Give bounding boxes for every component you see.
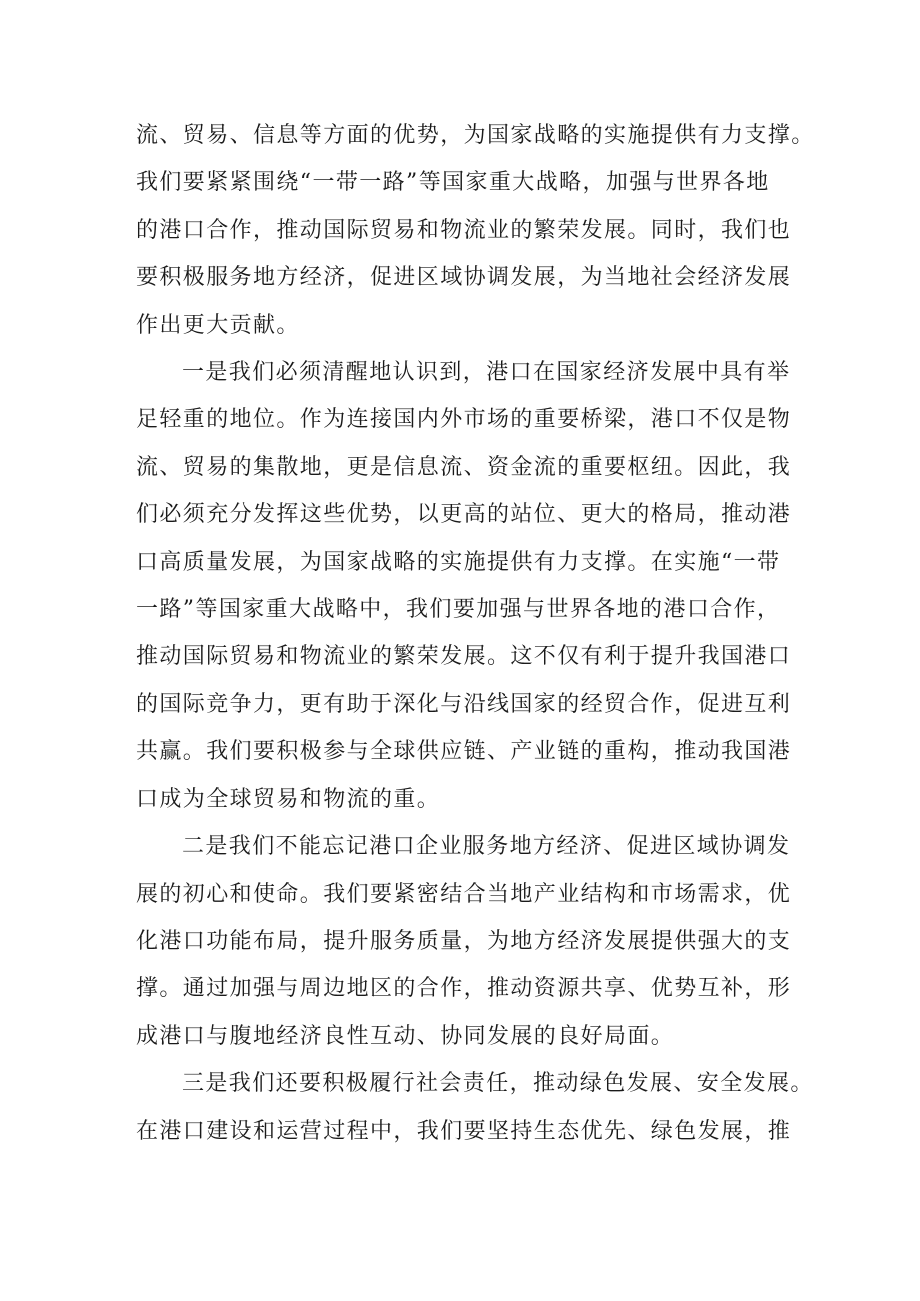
- text-line: 一路”等国家重大战略中，我们要加强与世界各地的港口合作，: [136, 597, 781, 623]
- text-line: 化港口功能布局，提升服务质量，为地方经济发展提供强大的支: [136, 928, 792, 954]
- text-line: 们必须充分发挥这些优势，以更高的站位、更大的格局，推动港: [136, 502, 792, 528]
- text-line: 口成为全球贸易和物流的重。: [136, 786, 441, 812]
- text-line: 三是我们还要积极履行社会责任，推动绿色发展、安全发展。: [182, 1071, 814, 1097]
- text-line: 的港口合作，推动国际贸易和物流业的繁荣发展。同时，我们也: [136, 217, 792, 243]
- document-body: [136, 112, 815, 1155]
- text-line: 我们要紧紧围绕“一带一路”等国家重大战略，加强与世界各地: [136, 170, 770, 196]
- text-line: 一是我们必须清醒地认识到，港口在国家经济发展中具有举: [182, 360, 791, 386]
- text-line: 二是我们不能忘记港口企业服务地方经济、促进区域协调发: [182, 834, 791, 860]
- text-line: 足轻重的地位。作为连接国内外市场的重要桥梁，港口不仅是物: [136, 407, 792, 433]
- paragraph-continuation: [136, 112, 815, 349]
- text-line: 成港口与腹地经济良性互动、协同发展的良好局面。: [136, 1023, 675, 1049]
- text-line: 撑。通过加强与周边地区的合作，推动资源共享、优势互补，形: [136, 976, 792, 1002]
- text-line: 推动国际贸易和物流业的繁荣发展。这不仅有利于提升我国港口: [136, 644, 792, 670]
- text-line: 作出更大贡献。: [136, 312, 300, 338]
- paragraph-point-one: [136, 349, 798, 823]
- text-line: 要积极服务地方经济，促进区域协调发展，为当地社会经济发展: [136, 265, 792, 291]
- text-line: 在港口建设和运营过程中，我们要坚持生态优先、绿色发展，推: [136, 1118, 792, 1144]
- text-line: 流、贸易的集散地，更是信息流、资金流的重要枢纽。因此，我: [136, 454, 792, 480]
- paragraph-point-two: [136, 823, 798, 1060]
- text-line: 流、贸易、信息等方面的优势，为国家战略的实施提供有力支撑。: [136, 123, 815, 148]
- text-line: 共赢。我们要积极参与全球供应链、产业链的重构，推动我国港: [136, 739, 792, 765]
- text-line: 的国际竞争力，更有助于深化与沿线国家的经贸合作，促进互利: [136, 691, 792, 717]
- text-line: 口高质量发展，为国家战略的实施提供有力支撑。在实施“一带: [136, 549, 781, 575]
- paragraph-point-three: [136, 1060, 814, 1155]
- text-line: 展的初心和使命。我们要紧密结合当地产业结构和市场需求，优: [136, 881, 792, 907]
